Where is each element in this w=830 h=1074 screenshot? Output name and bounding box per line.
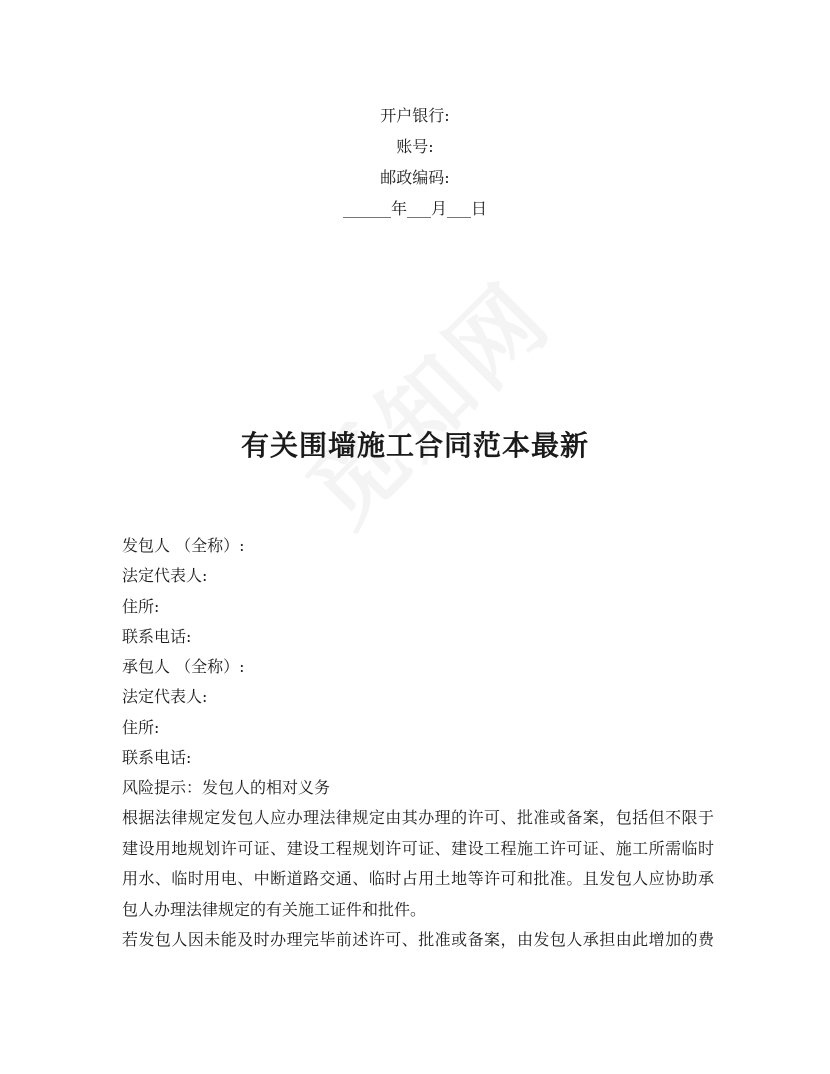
paragraph-line: 用水、临时用电、中断道路交通、临时占用土地等许可和批准。且发包人应协助承: [122, 869, 714, 888]
account-line: 账号:: [396, 137, 434, 156]
date-line: ______年___月___日: [342, 199, 487, 218]
paragraph: [122, 803, 714, 925]
contractor-name-field: 承包人 （全称）:: [122, 657, 245, 677]
contractor-legal-rep-field: 法定代表人:: [122, 687, 208, 707]
body-text: [122, 803, 714, 956]
employer-legal-rep-field: 法定代表人:: [122, 566, 208, 586]
paragraph-line: 包人办理法律规定的有关施工证件和批件。: [122, 899, 427, 919]
employer-phone-field: 联系电话:: [122, 626, 192, 646]
paragraph: [122, 925, 714, 956]
postcode-line: 邮政编码:: [380, 168, 450, 187]
document-title: 有关围墙施工合同范本最新: [240, 429, 589, 462]
employer-name-field: 发包人 （全称）:: [122, 536, 245, 555]
paragraph-line: 若发包人因未能及时办理完毕前述许可、批准或备案，由发包人承担由此增加的费: [122, 930, 714, 949]
employer-address-field: 住所:: [122, 596, 160, 616]
party-fields: [122, 531, 722, 804]
risk-notice-heading: 风险提示：发包人的相对义务: [122, 778, 331, 798]
bank-info-block: [0, 100, 830, 224]
paragraph-line: 建设用地规划许可证、建设工程规划许可证、建设工程施工许可证、施工所需临时: [122, 838, 714, 858]
bank-name-line: 开户银行:: [380, 106, 450, 125]
contractor-phone-field: 联系电话:: [122, 748, 192, 768]
watermark: [278, 253, 582, 557]
contractor-address-field: 住所:: [122, 717, 160, 737]
paragraph-line: 根据法律规定发包人应办理法律规定由其办理的许可、批准或备案，包括但不限于: [122, 808, 714, 827]
